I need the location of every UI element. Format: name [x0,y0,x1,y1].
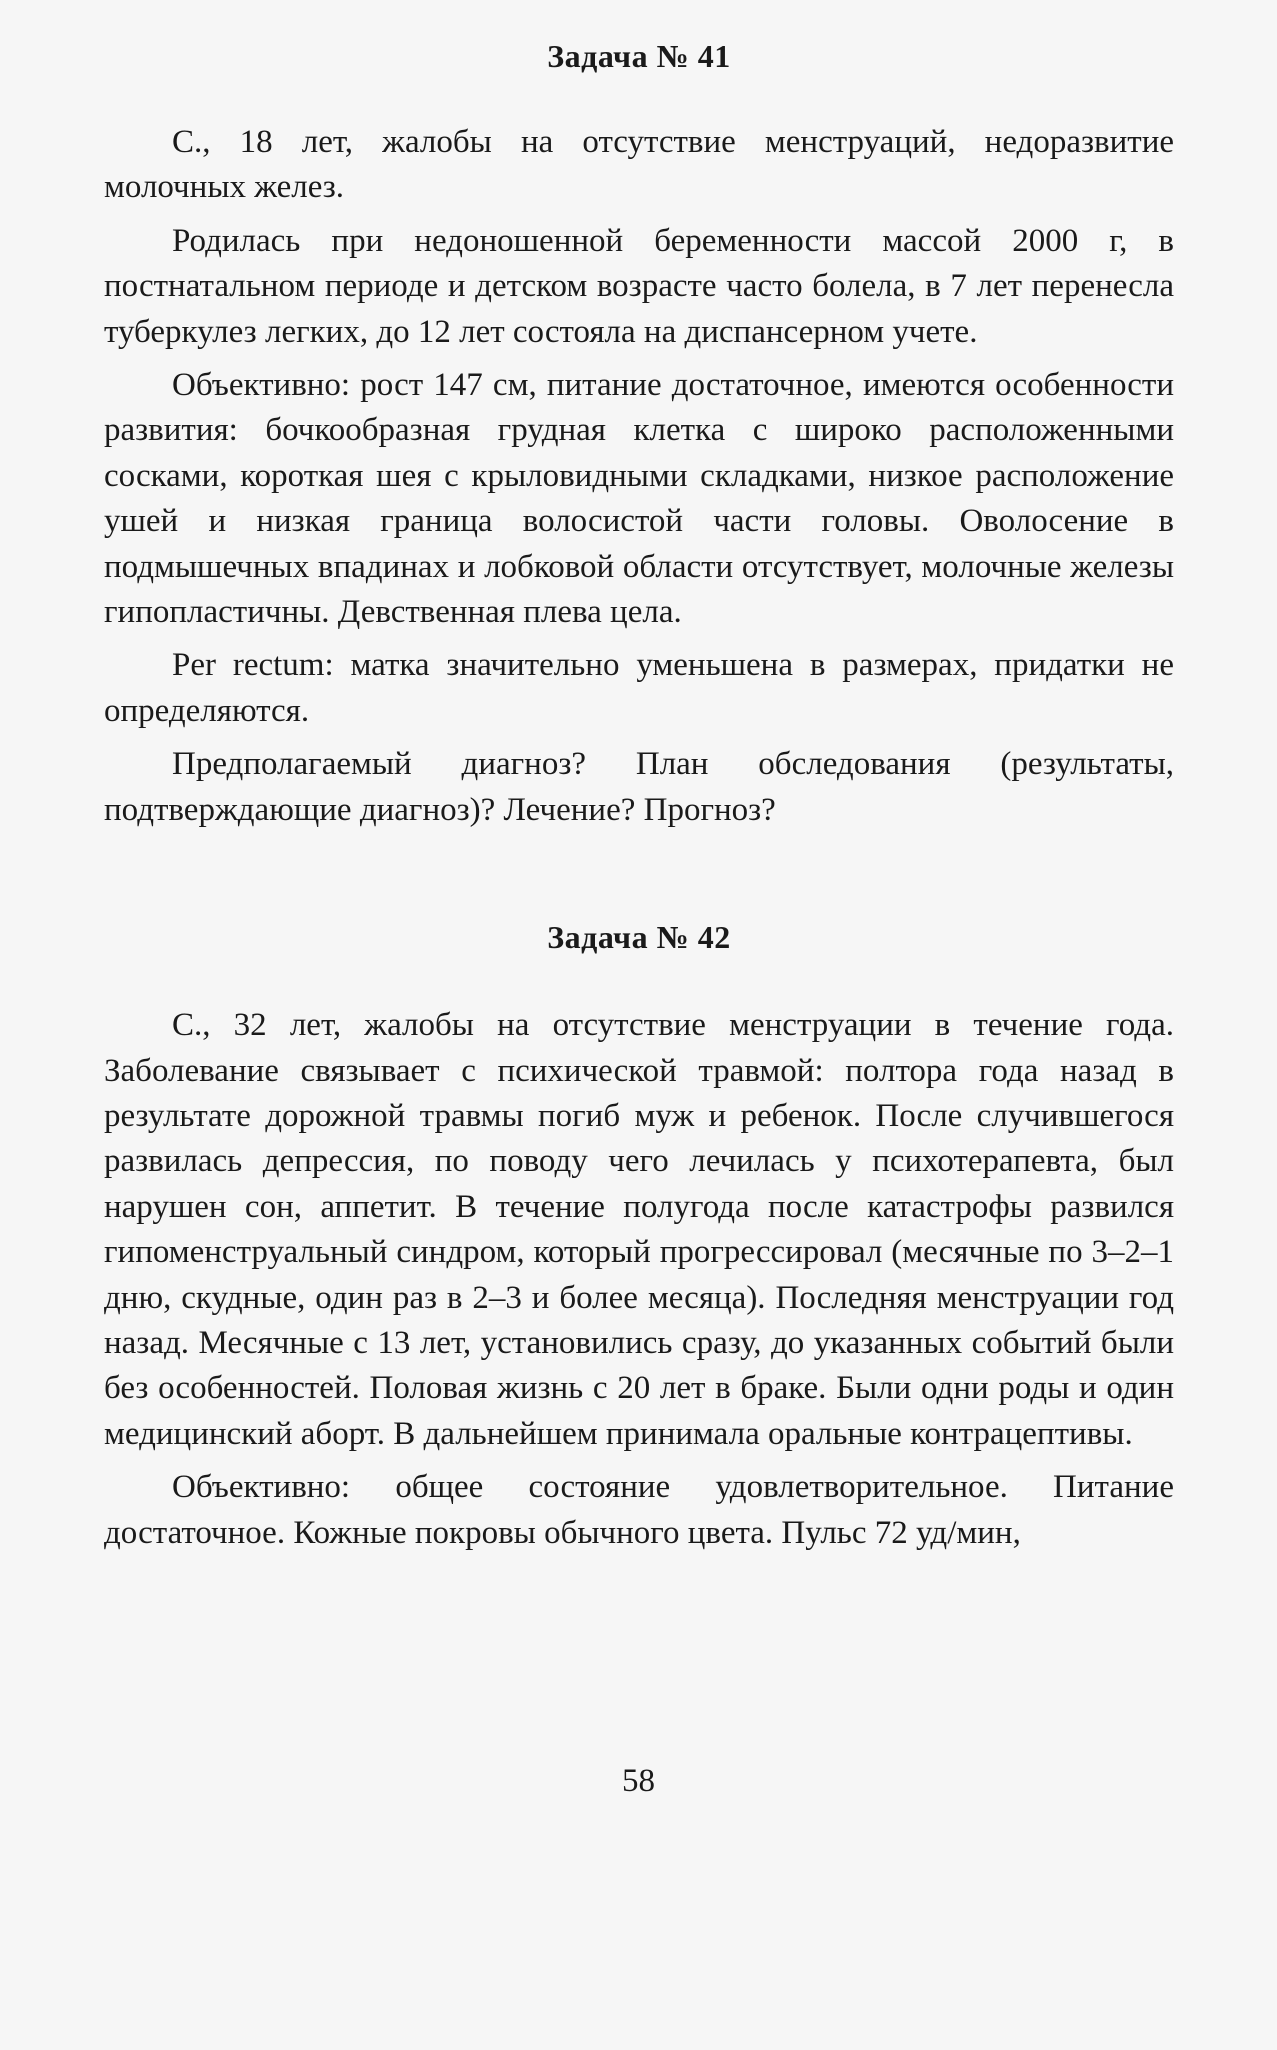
task-41-complaints: С., 18 лет, жалобы на отсутствие менструаций, недоразвитие молочных желез. [104,124,1174,206]
task-42-complaints: С., 32 лет, жалобы на отсутствие менструации в течение года. Заболевание связывает с психической травмой: полтора года назад в результате дорожной травмы погиб муж и ребенок. После случившегося развилась депрессия, по поводу чего лечилась у психотерапевта, был нарушен сон, аппетит. В течение полугода после катастрофы развился гипоменструальный синдром, который прогрессировал (месячные по 3–2–1 дню, скудные, один раз в 2–3 и более месяца). Последняя менструации год назад. Месячные с 13 лет, установились сразу, до указанных событий были без особенностей. Половая жизнь с 20 лет в браке. Были одни роды и один медицинский аборт. В дальнейшем принимала оральные контрацептивы. [104,1007,1174,1452]
task-41-per-rectum: Per rectum: матка значительно уменьшена в размерах, придатки не определяются. [104,647,1174,729]
task-42 [104,921,1174,1556]
page-content [104,40,1174,1564]
task-41-anamnesis: Родилась при недоношенной беременности массой 2000 г, в постнатальном периоде и детском возрасте часто болела, в 7 лет перенесла туберкулез легких, до 12 лет состояла на диспансерном учете. [104,222,1174,350]
task-41 [104,40,1174,833]
task-42-title: Задача № 42 [547,919,731,956]
task-41-objective: Объективно: рост 147 см, питание достаточное, имеются особенности развития: бочкообразная грудная клетка с широко расположенными сосками, короткая шея с крыловидными складками, низкое расположение ушей и низкая граница волосистой части головы. Оволосение в подмышечных впадинах и лобковой области отсутствует, молочные железы гипопластичны. Девственная плева цела. [104,367,1174,631]
task-41-questions: Предполагаемый диагноз? План обследования (результаты, подтверждающие диагноз)? Лечение? Прогноз? [104,746,1174,828]
page-number: 58 [622,1763,655,1799]
task-41-title: Задача № 41 [547,38,731,74]
task-42-objective: Объективно: общее состояние удовлетворительное. Питание достаточное. Кожные покровы обычного цвета. Пульс 72 уд/мин, [104,1469,1174,1551]
